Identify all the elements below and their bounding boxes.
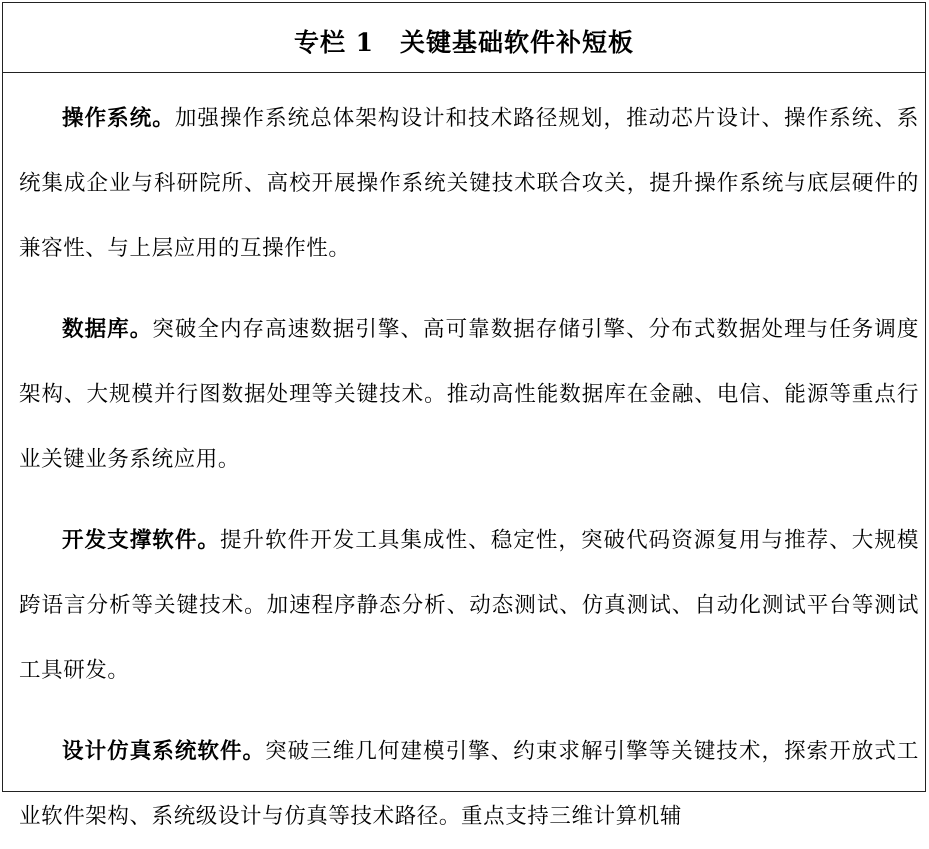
paragraph-text: 突破三维几何建模引擎、约束求解引擎等关键技术，探索开放式工业软件架构、系统级设计与仿真等技术路径。重点支持三维计算机辅 xyxy=(19,739,920,829)
paragraph-lead: 数据库。 xyxy=(62,317,153,342)
paragraph-operating-system xyxy=(19,86,919,281)
paragraph-lead: 开发支撑软件。 xyxy=(62,528,220,553)
column-header xyxy=(3,3,925,73)
paragraph-database xyxy=(19,297,919,492)
paragraph-text: 提升软件开发工具集成性、稳定性，突破代码资源复用与推荐、大规模跨语言分析等关键技术。加速程序静态分析、动态测试、仿真测试、自动化测试平台等测试工具研发。 xyxy=(19,528,919,683)
paragraph-text: 突破全内存高速数据引擎、高可靠数据存储引擎、分布式数据处理与任务调度架构、大规模并行图数据处理等关键技术。推动高性能数据库在金融、电信、能源等重点行业关键业务系统应用。 xyxy=(19,317,919,472)
paragraph-lead: 操作系统。 xyxy=(62,106,175,131)
paragraph-dev-support-software xyxy=(19,508,919,703)
column-body xyxy=(19,73,919,849)
paragraph-lead: 设计仿真系统软件。 xyxy=(62,739,266,764)
column-box xyxy=(2,2,926,829)
column-title: 专栏 1 关键基础软件补短板 xyxy=(293,27,635,57)
paragraph-text: 加强操作系统总体架构设计和技术路径规划，推动芯片设计、操作系统、系统集成企业与科研院所、高校开展操作系统关键技术联合攻关，提升操作系统与底层硬件的兼容性、与上层应用的互操作性。 xyxy=(19,106,919,261)
paragraph-design-simulation-software xyxy=(19,719,919,849)
